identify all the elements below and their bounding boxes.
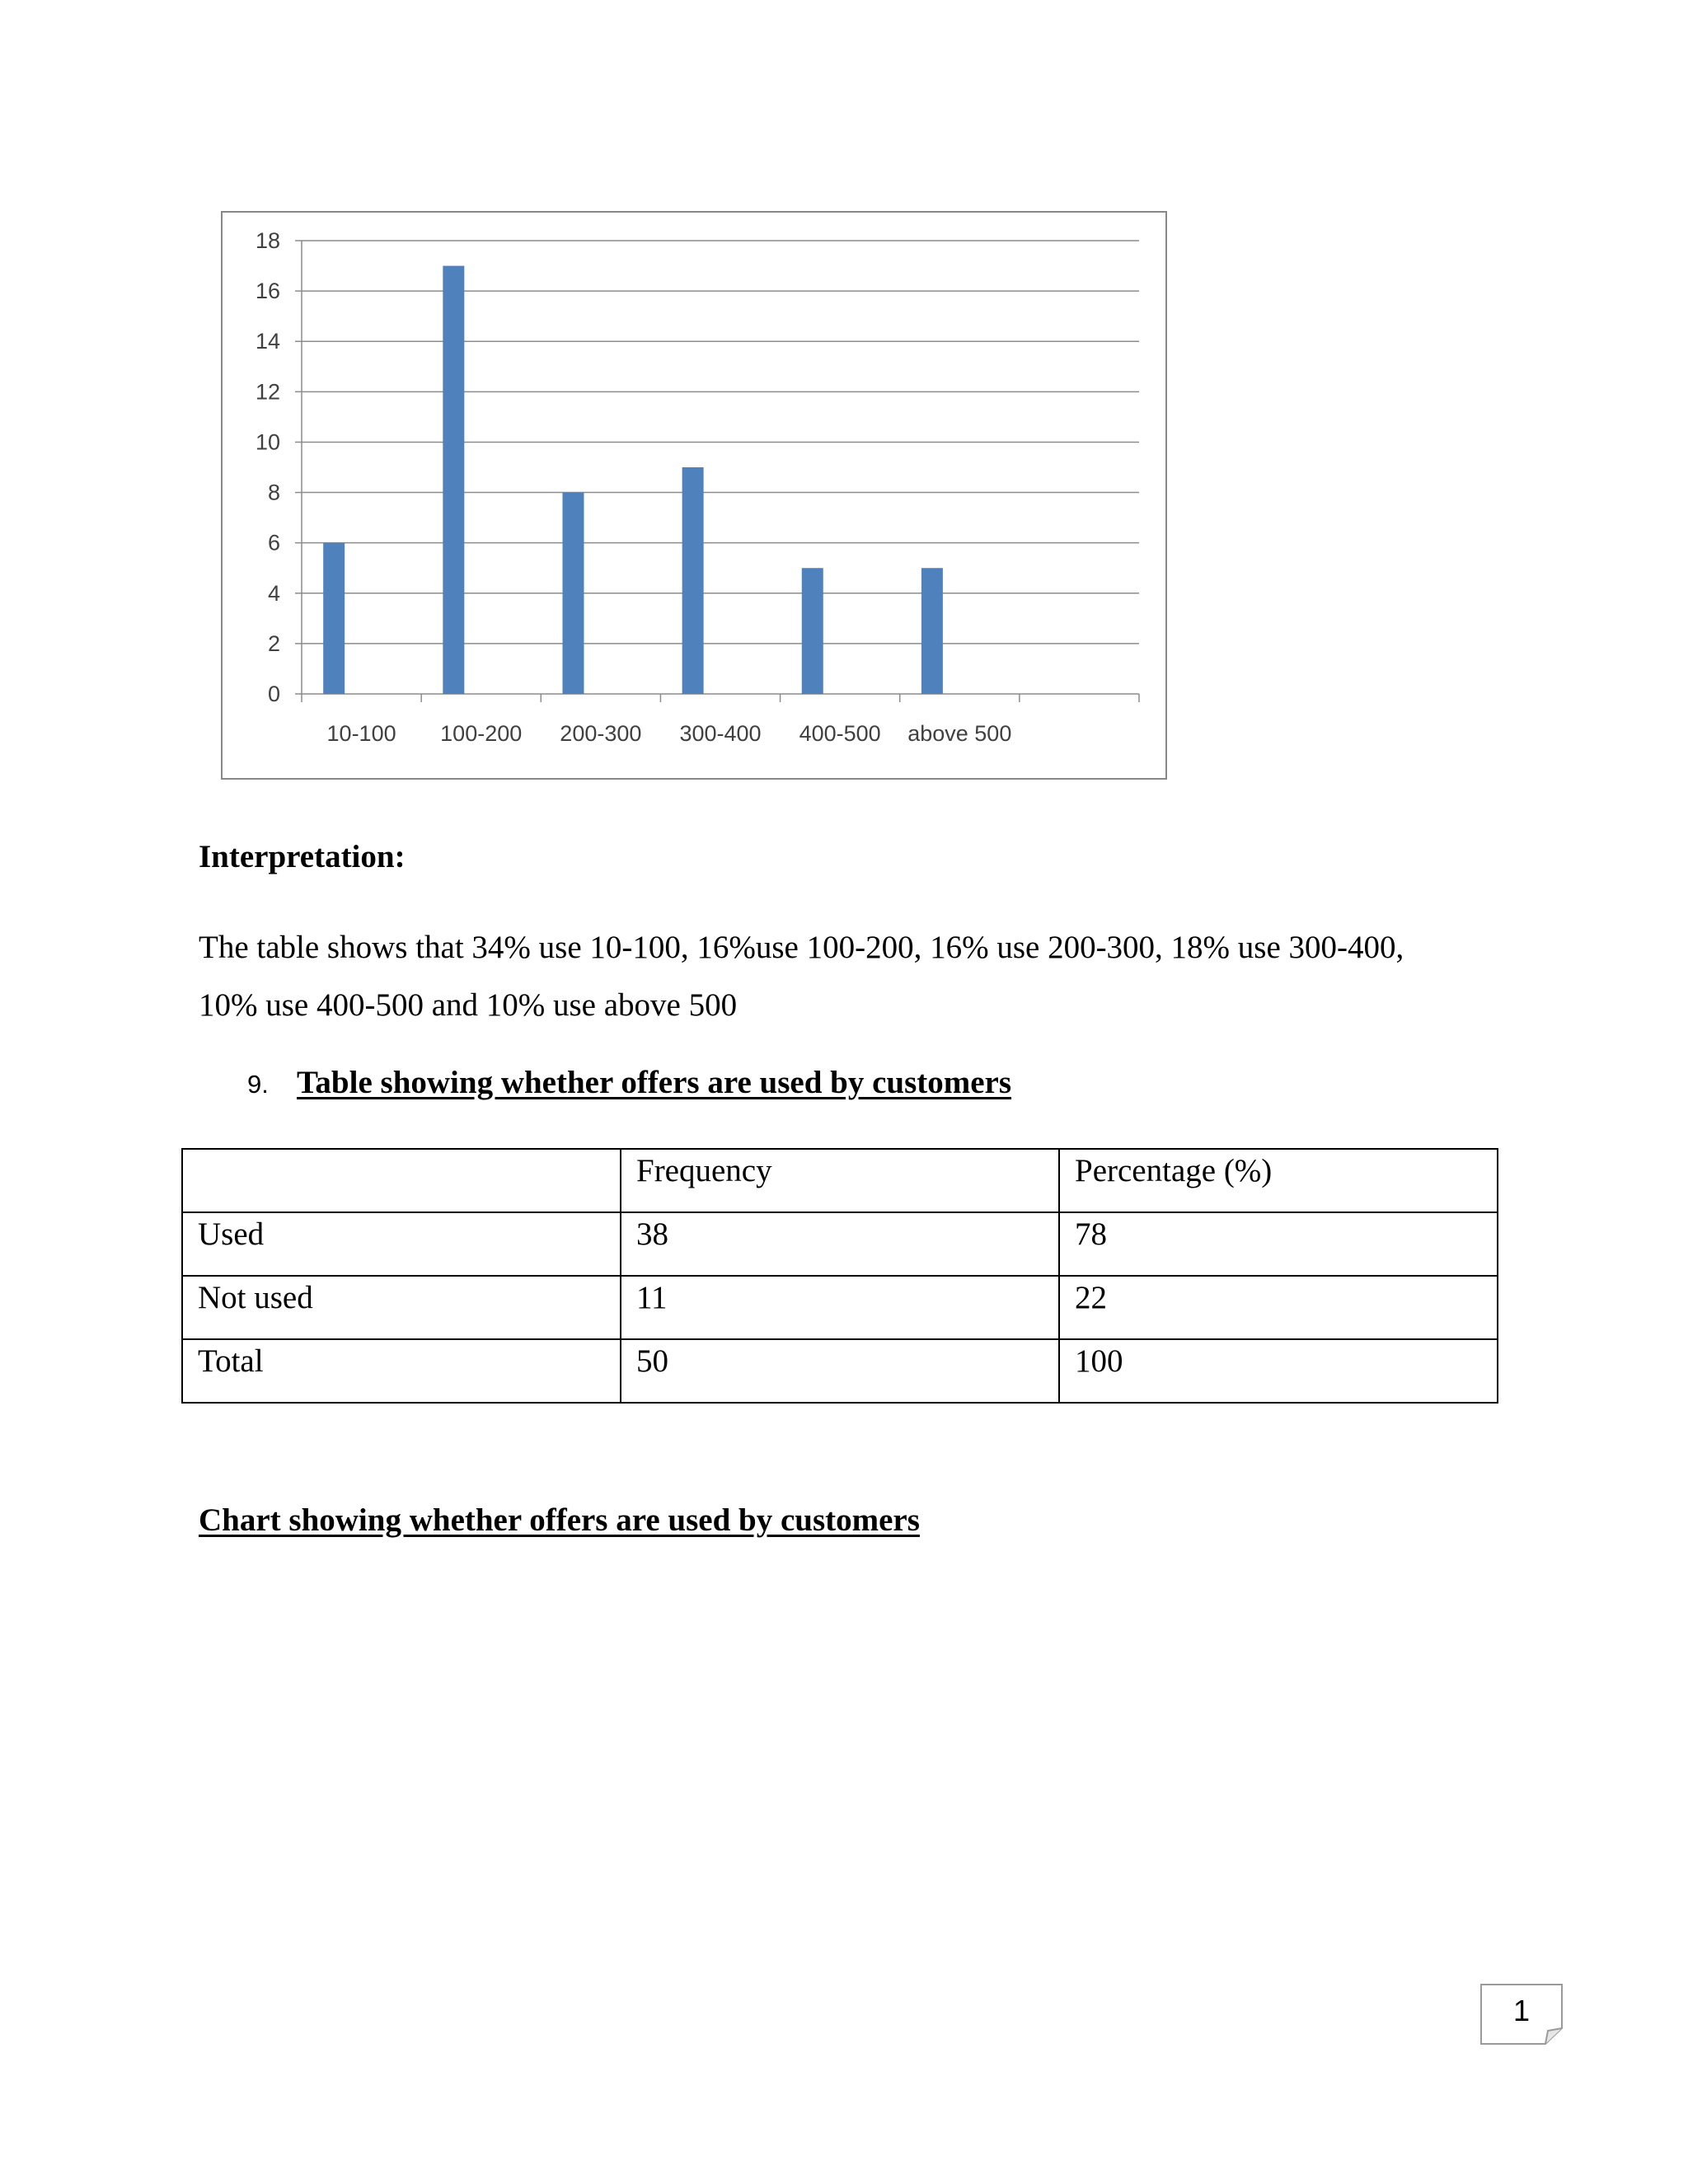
bar xyxy=(562,493,584,694)
table-cell: 78 xyxy=(1059,1212,1498,1276)
y-tick-label: 12 xyxy=(255,379,280,405)
page-number-box xyxy=(1480,1984,1563,2045)
table-cell: 100 xyxy=(1059,1339,1498,1403)
table-cell: 50 xyxy=(621,1339,1059,1403)
table-header-row xyxy=(182,1149,1498,1212)
bar xyxy=(921,568,943,694)
table-row xyxy=(182,1212,1498,1276)
table-header-cell: Frequency xyxy=(621,1149,1059,1212)
y-tick-label: 8 xyxy=(267,480,280,505)
y-tick-label: 10 xyxy=(255,429,280,455)
table-cell: 22 xyxy=(1059,1276,1498,1339)
table-row xyxy=(182,1276,1498,1339)
y-tick-label: 2 xyxy=(267,630,280,656)
y-tick-label: 6 xyxy=(267,530,280,555)
y-tick-label: 4 xyxy=(267,580,280,606)
section-number: 9. xyxy=(247,1070,269,1099)
y-tick-label: 14 xyxy=(255,329,280,354)
x-tick-label: 300-400 xyxy=(679,721,762,746)
chart-caption: Chart showing whether offers are used by customers xyxy=(199,1502,920,1538)
table-cell: 11 xyxy=(621,1276,1059,1339)
y-tick-label: 16 xyxy=(255,279,280,304)
page-number: 1 xyxy=(1512,1994,1531,2027)
bar xyxy=(443,266,464,694)
section-title-text: Table showing whether offers are used by customers xyxy=(297,1065,1012,1100)
table-header-cell: Percentage (%) xyxy=(1059,1149,1498,1212)
table-row xyxy=(182,1339,1498,1403)
x-tick-label: 200-300 xyxy=(560,721,642,746)
x-tick-label: above 500 xyxy=(907,721,1012,746)
table-header-cell xyxy=(182,1149,621,1212)
interpretation-line-2: 10% use 400-500 and 10% use above 500 xyxy=(199,987,738,1023)
bar-chart-svg xyxy=(223,213,1165,778)
interpretation-paragraph xyxy=(199,919,1484,1034)
bar-chart xyxy=(221,211,1167,780)
bar xyxy=(802,568,823,694)
y-tick-label: 18 xyxy=(255,228,280,253)
x-tick-label: 400-500 xyxy=(799,721,881,746)
interpretation-heading: Interpretation: xyxy=(199,839,406,874)
offers-usage-table xyxy=(181,1148,1498,1404)
x-tick-label: 100-200 xyxy=(440,721,523,746)
x-tick-label: 10-100 xyxy=(326,721,396,746)
bar xyxy=(323,543,345,694)
section-title xyxy=(247,1062,1011,1105)
interpretation-line-1: The table shows that 34% use 10-100, 16%use 100-200, 16% use 200-300, 18% use 300-400, xyxy=(199,930,1404,965)
table-cell: Used xyxy=(182,1212,621,1276)
table-cell: Total xyxy=(182,1339,621,1403)
y-tick-label: 0 xyxy=(267,682,280,706)
bar xyxy=(682,467,704,694)
table-cell: 38 xyxy=(621,1212,1059,1276)
table-cell: Not used xyxy=(182,1276,621,1339)
